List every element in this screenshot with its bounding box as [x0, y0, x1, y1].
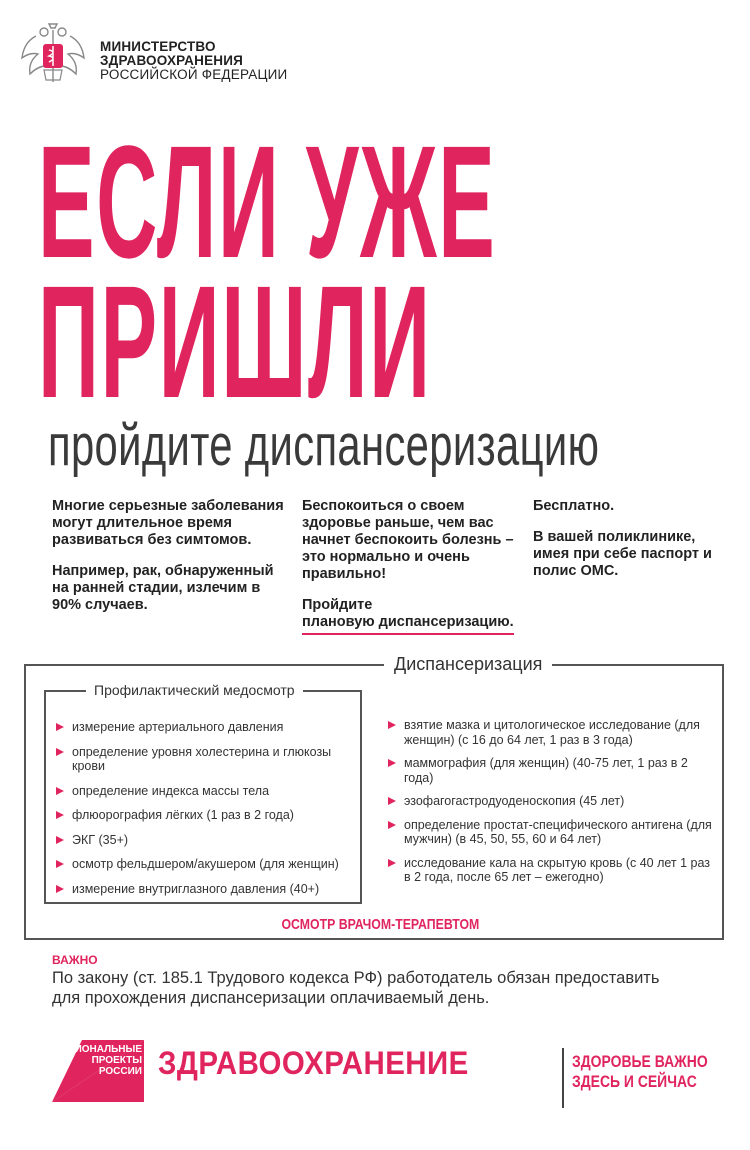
info-column-1 [52, 498, 287, 628]
list-item: измерение артериального давления [56, 720, 356, 735]
project-name: ЗДРАВООХРАНЕНИЕ [158, 1045, 469, 1081]
list-item: эзофагогастродуоденоскопия (45 лет) [388, 794, 718, 809]
col2-paragraph-1: Беспокоиться о своем здоровье раньше, чем вас начнет беспокоить болезнь – это нормально и очень правильно! [302, 498, 514, 582]
ministry-line-3: РОССИЙСКОЙ ФЕДЕРАЦИИ [100, 67, 288, 82]
headline-line-2: ПРИШЛИ [38, 252, 432, 431]
list-item: ЭКГ (35+) [56, 833, 356, 848]
ministry-name [100, 40, 287, 82]
list-item: измерение внутриглазного давления (40+) [56, 882, 356, 897]
slogan-line-1: ЗДОРОВЬЕ ВАЖНО [572, 1052, 708, 1071]
footer-divider [562, 1048, 564, 1108]
np-line-2: ПРОЕКТЫ [91, 1055, 142, 1066]
headline [38, 112, 497, 431]
checkup-title: Профилактический медосмотр [86, 682, 303, 698]
slogan-line-2: ЗДЕСЬ И СЕЙЧАС [572, 1072, 697, 1091]
list-item: определение простат-специфического антигена (для мужчин) (в 45, 50, 55, 60 и 64 лет) [388, 818, 718, 847]
list-item: осмотр фельдшером/акушером (для женщин) [56, 857, 356, 872]
col2-paragraph-2 [302, 597, 522, 635]
ministry-line-2: ЗДРАВООХРАНЕНИЯ [100, 53, 244, 68]
col3-paragraph-2: В вашей поликлинике, имея при себе паспорт и полис ОМС. [533, 529, 712, 579]
col1-paragraph-2: Например, рак, обнаруженный на ранней стадии, излечим в 90% случаев. [52, 563, 274, 613]
info-column-3 [533, 498, 723, 594]
important-title: ВАЖНО [52, 953, 98, 967]
list-item: флюорография лёгких (1 раз в 2 года) [56, 808, 356, 823]
col3-paragraph-1: Бесплатно. [533, 498, 615, 514]
list-item: взятие мазка и цитологическое исследование (для женщин) (с 16 до 64 лет, 1 раз в 3 года) [388, 718, 718, 747]
list-item: маммография (для женщин) (40-75 лет, 1 раз в 2 года) [388, 756, 718, 785]
national-projects-text [52, 1044, 142, 1077]
headline-subtitle: пройдите диспансеризацию [48, 413, 600, 478]
list-item: определение уровня холестерина и глюкозы крови [56, 745, 356, 774]
important-text: По закону (ст. 185.1 Трудового кодекса РФ) работодатель обязан предоставить для прохождения диспансеризации оплачиваемый день. [52, 969, 660, 1007]
screening-title: Диспансеризация [384, 654, 552, 675]
therapist-title: ОСМОТР ВРАЧОМ-ТЕРАПЕВТОМ [270, 916, 491, 933]
np-line-3: РОССИИ [98, 1066, 142, 1077]
col1-paragraph-1: Многие серьезные заболевания могут длительное время развиваться без симтомов. [52, 498, 284, 548]
info-column-2 [302, 498, 522, 649]
ministry-emblem-icon [16, 22, 90, 88]
slogan [572, 1052, 708, 1092]
list-item: определение индекса массы тела [56, 784, 356, 799]
screening-list [388, 718, 718, 894]
list-item: исследование кала на скрытую кровь (с 40 лет 1 раз в 2 года, после 65 лет – ежегодно) [388, 856, 718, 885]
checkup-list [56, 720, 356, 906]
headline-line-1: ЕСЛИ УЖЕ [38, 112, 497, 291]
col2-call-to-action-underlined: плановую диспансеризацию. [302, 614, 514, 635]
np-line-1: НАЦИОНАЛЬНЫЕ [52, 1044, 142, 1055]
col2-call-to-action: Пройдите [302, 597, 373, 613]
ministry-line-1: МИНИСТЕРСТВО [100, 39, 216, 54]
